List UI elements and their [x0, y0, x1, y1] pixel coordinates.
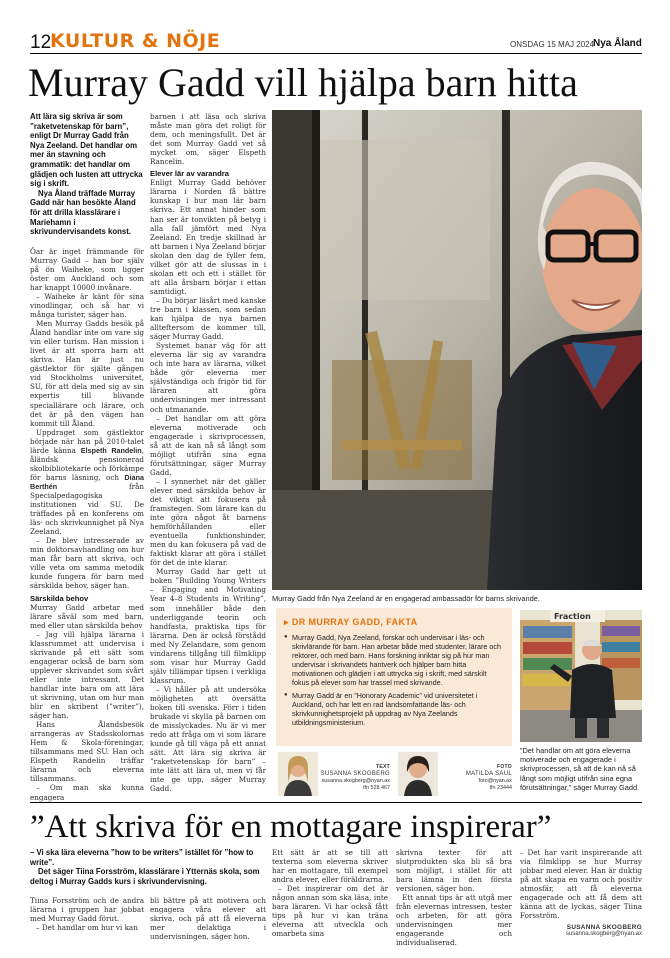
subheading: Elever lär av varandra: [150, 169, 229, 179]
fact-item: ● Murray Gadd, Nya Zeeland, forskar och undervisar i läs- och skrivlärande för barn. Han arbetar både med studenter, lärare och rektorer, och med barn. Hans forskning inriktar sig på hur man undervisar i skrivandets hantverk och hjälper barn hitta motivationen och glädjen i att uttrycka sig i skrift, med särskilt fokus på elever som har trassel med skrivande.: [284, 633, 504, 687]
issue-date: ONSDAG 15 MAJ 2024: [510, 40, 595, 49]
classroom-photo: [520, 610, 642, 742]
body-p5: – Det handlar om att göra eleverna motiverade och engagerade i skrivprocessen, så att de kan nå så långt som möjligt utifrån sina egna förutsättningar, säger Murray Gadd.: [150, 413, 266, 477]
body-p2: Enligt Murray Gadd behöver lärarna i Norden få bättre kunskap i hur man lär barn skriva. Ett annat hinder som han ser är tonvikten på betyg i alla fall jämfört med Nya Zeeland. En tredje skillnad är att barnen i Nya Zeeland börjar skolan den dag de fyller fem, vilket gör att de slussas in i skolan ett och ett i stället för att alla årsbarn börjar i ettan samtidigt.: [150, 178, 266, 296]
headline-2: ”Att skriva för en mottagare inspirerar”: [30, 809, 552, 845]
ingress-quote: – Vi ska lära eleverna ”how to be writers” istället för ”how to write”.: [30, 848, 254, 867]
ingress-text: Det säger Tiina Forsström, klasslärare i Ytternäs skola, som deltog i Murray Gadds kurs i skrivundervisning.: [30, 867, 260, 886]
byline-photo: FOTO MATILDA SAUL foto@nyan.ax tfn 23444: [465, 764, 512, 791]
ingress-p2: Nya Åland träffade Murray Gadd när han besökte Åland för att drilla klasslärare i Mariehamn i skrivundervisandets konst.: [30, 188, 136, 237]
arrow-icon: ▸: [284, 617, 292, 627]
fact-box-title: ▸ DR MURRAY GADD, FAKTA: [284, 617, 418, 627]
body-p5: – De blev intresserade av min doktorsavhandling om hur man får barn att skriva, och ville veta om samma metodik kunde fungera för barn med särskilda behov, säger han.: [30, 536, 144, 591]
byline-avatar-text: [278, 752, 318, 796]
body-p1: Ett sätt är att se till att texterna som eleverna skriver har en mottagare, till exempel andra elever, eller föräldrarna.: [272, 848, 388, 885]
body-p3: Men Murray Gadds besök på Åland handlar inte om vare sig vin eller turism. Han mission i livet är att sporra barn att skriva. Han är just nu gästlektor för själte gången vid Stockholms universitet, SU, för att dela med sig av sin expertis till blivande speciallärare och lärare, och det är på den vägen han kommit till Åland.: [30, 319, 144, 428]
body-p6: Murray Gadd arbetar med lärare såväl som med barn, med eller utan särskilda behov: [30, 602, 144, 630]
body-p1: skrivna texter för att slutprodukten ska bli så bra som möjligt, i stället för att bara lämna in den första versionen, säger hon.: [396, 848, 512, 894]
body-p2: – Waiheke är känt för sina vinodlingar, och så har vi många turister, säger han.: [30, 291, 144, 320]
byline-avatar-photo: [398, 752, 438, 796]
article-column-2: [150, 112, 266, 802]
body-p2: – Det handlar om hur vi kan: [36, 923, 138, 933]
body-p7: Murray Gadd har gett ut boken ”Building Young Writers – Engaging and Motivating Year 4–8 Students in Writing”, som innehåller både den underliggande teorin och handfasta, praktiska tips för lärarna. Den är också förstådd med Ny Zelandare, som genom vindarens tillgång till filmklipp som visar hur Murray Gadd själv tillämpar tipsen i verkliga klassrum.: [150, 567, 266, 685]
fact-list: [284, 633, 504, 727]
article2-col-2: [150, 896, 266, 956]
section-title: KULTUR & NÖJE: [50, 30, 221, 52]
pull-quote: ”Det handlar om att göra eleverna motiverade och engagerade i skrivprocessen, så att de kan nå så långt som möjligt utifrån sina egna förutsättningar,” säger Murray Gadd.: [520, 746, 640, 792]
body-p1: bli bättre på att motivera och engagera våra elever att skriva, och på att få eleverna mer delaktiga i undervisningen, säger hon.: [150, 896, 266, 942]
body-p2: – Det inspirerar om det är någon annan som ska läsa, inte bara läraren. Vi har också fått tips på hur vi kan träna eleverna att utveckla och omarbeta sina: [272, 884, 388, 939]
body-p1: Öar är inget främmande för Murray Gadd – han bor själv på ön Waiheke, som ligger öster om Auckland och som har knappt 10000 invånare.: [30, 246, 144, 292]
fact-item: ● Murray Gadd är en ”Honorary Academic” vid universitetet i Auckland, och har lett en rad landsomfattande läs- och skrivkunnighetsprojekt på uppdrag av Nya Zeelands utbildningsministerium.: [284, 691, 504, 727]
body-p7: – Jag vill hjälpa lärarna i klassrummet att undervisa i skrivande på ett sätt som engagerar också de barn som upplever skrivandet som svårt eller inte intressant. Det handlar inte bara om att lära ut skrivning, utan om hur man blir en skribent (”writer”), säger han.: [30, 629, 144, 721]
ingress-p1: Att lära sig skriva är som ”raketvetenskap för barn”, enligt Dr Murray Gadd från Nya Zeeland. Det handlar om mer än stavning och grammatik: det handlar om glädjen och lusten att uttrycka sig i skrift.: [30, 112, 143, 189]
portrait-photo: [272, 110, 642, 590]
body-p6: – I synnerhet när det gäller elever med särskilda behov är det viktigt att fokusera på framstegen. Som lärare kan du inte göra något åt barnens hemförhållanden eller eventuella funktionshinder, men du kan fokusera på vad de faktiskt klarar att göra i stället för det de inte klarar.: [150, 476, 266, 568]
body-p2: Ett annat tips är att utgå mer från elevernas intressen, tester och arbeten, för att göra undervisningen mer engagerande och individualiserad.: [396, 893, 512, 948]
body-p9: – Om man ska kunna engagera: [30, 783, 144, 802]
body-p3: – Du börjar läsårt med kanske tre barn i klassen, som sedan kan hjälpa de nya barnen allteftersom de kommer till, säger Murray Gadd.: [150, 295, 266, 342]
subheading: Särskilda behov: [30, 593, 89, 603]
article-column-1: [30, 112, 144, 802]
body-p4: Systemet banar väg för att eleverna lär sig av varandra och inte bara av lärarna, vilket både gör eleverna mer självständiga och frigör tid för läraren att göra undervisningen mer intressant och utmanande.: [150, 341, 266, 414]
article2-ingress: [30, 848, 266, 888]
article2-signature: SUSANNA SKOGBERG susanna.skogberg@nyan.ax: [565, 924, 642, 937]
body-p1: – Det har varit inspirerande att via filmklipp se hur Murray jobbar med elever. Han är duktig på att skapa en varm och positiv atmosfär, att få eleverna engagerade och att få dem att känna att de lyckas, säger Tiina Forsström.: [520, 848, 642, 921]
top-rule: [30, 53, 642, 54]
body-p4: Uppdraget som gästlektor började när han på 2010-talet lärde känna Elspeth Randelin, åländsk pensionerad skolbibliotekarie och förkämpe för barns läsning, och Diana Berthén från Specialpedagogiska institutionen vid SU. De träffades på en konferens om läs- och skrivkunnighet på Nya Zeeland.: [30, 427, 144, 537]
person-name: Diana Berthén: [30, 472, 144, 491]
body-p1: Tiina Forsström och de andra lärarna i gruppen har jobbat med Murray Gadd förut.: [30, 896, 144, 924]
paper-name: Nya Åland: [593, 38, 642, 49]
section-rule: [30, 802, 642, 803]
byline-text: TEXT SUSANNA SKOGBERG susanna.skogberg@nyan.ax tfn 528 467: [320, 764, 390, 791]
article2-col-4: [396, 848, 512, 956]
sign-text: Fraction: [554, 612, 591, 621]
article2-col-1: [30, 896, 144, 956]
article2-col-5: [520, 848, 642, 922]
article2-col-3: [272, 848, 388, 956]
page-number: 12: [30, 32, 52, 53]
portrait-illustration: [272, 110, 642, 590]
body-p8: Hans Ålandsbesök arrangeras av Stadsskolornas Hem & Skola-föreningar, tillsammans med SU. Han och Elspeth Randelin träffar lärarna och eleverna tillsammans.: [30, 720, 144, 784]
body-p1: barnen i att läsa och skriva måste man göra det roligt för dem, och meningsfullt. Det är det som Murray Gadd vet så mycket om, säger Elspeth Rancelin.: [150, 112, 266, 167]
headline: Murray Gadd vill hjälpa barn hitta: [28, 60, 578, 105]
fact-box: [276, 608, 512, 746]
person-name: Elspeth Randelin: [80, 445, 142, 455]
classroom-illustration: [520, 610, 642, 742]
body-p8: – Vi håller på att undersöka möjligheten att översätta boken till svenska. Förr i tiden brukade vi skylla på barnen om de misslyckades. Nu är vi mer redo att fråga om vi som lärare kunde gå till väga på ett annat sätt. Att lära sig skriva är ”raketvetenskap för barn” – inte lätt att lära ut, men vi får inte ge upp, säger Murray Gadd.: [150, 684, 266, 794]
photo-caption: Murray Gadd från Nya Zeeland är en engagerad ambassadör för barns skrivande.: [272, 594, 540, 603]
